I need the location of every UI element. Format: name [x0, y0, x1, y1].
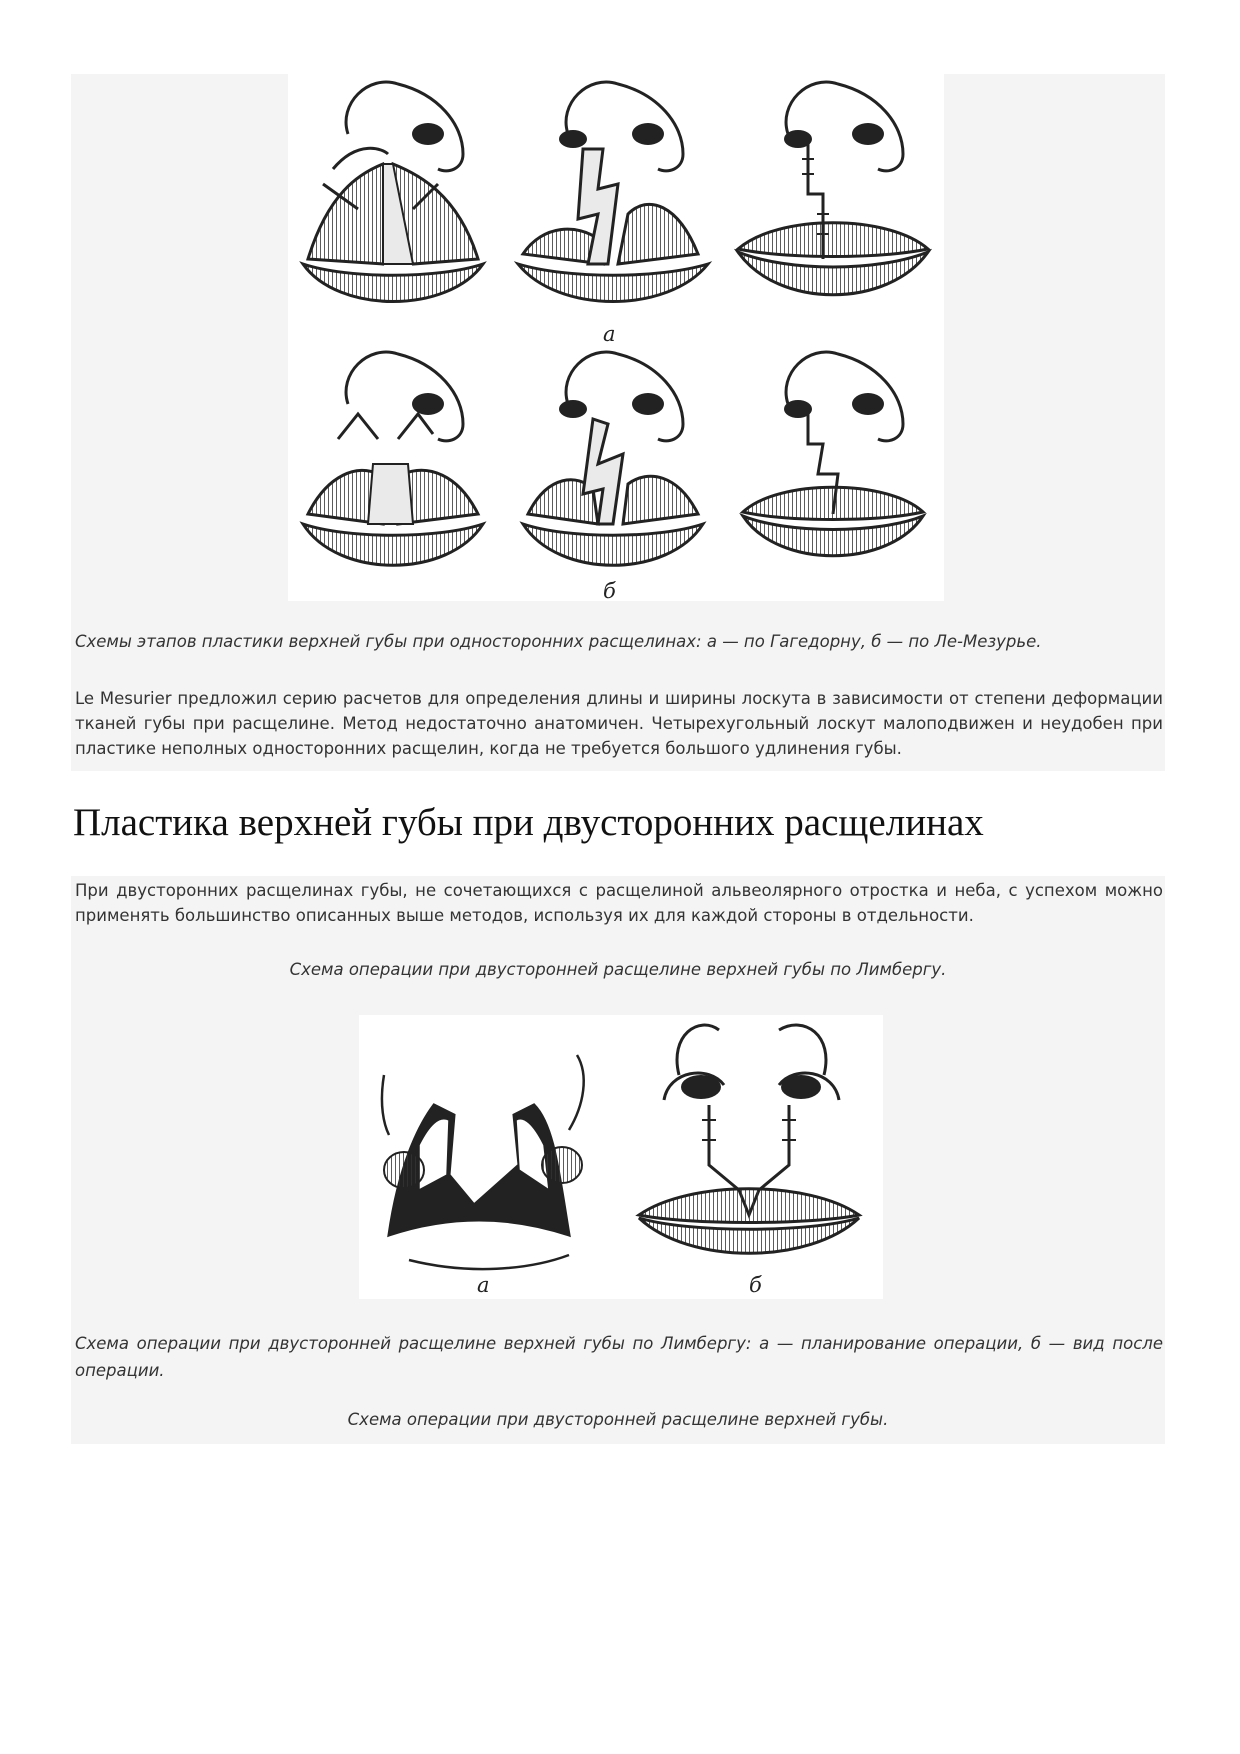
paragraph-le-mesurier: Le Mesurier предложил серию расчетов для определения длины и ширины лоскута в зависимости от степени деформации тканей губы при расщелине. Метод недостаточно анатомичен. Четырехугольный лоскут малоподвижен и неудобен при пластике неполных односторонних расщелин, когда не требуется большого удлинения губы. — [75, 689, 1163, 758]
figure-limberg-scheme — [359, 1015, 883, 1299]
paragraph-bilateral: При двусторонних расщелинах губы, не сочетающихся с расщелиной альвеолярного отростка и неба, с успехом можно применять большинство описанных выше методов, используя их для каждой стороны в отдельности. — [75, 881, 1163, 925]
figure1-caption: Схемы этапов пластики верхней губы при односторонних расщелинах: а — по Гагедорну, б — по Ле-Мезурье. — [75, 632, 1042, 651]
drawing-a3 — [738, 82, 928, 295]
figure-label-a: а — [603, 322, 616, 346]
figure2-title: Схема операции при двусторонней расщелине верхней губы по Лимбергу. — [289, 960, 947, 979]
figure-limberg-drawing — [359, 1015, 883, 1299]
figure-label-b: б — [603, 579, 616, 603]
drawing-b1 — [303, 352, 483, 565]
drawing-b3 — [743, 352, 923, 556]
drawing-a1 — [303, 82, 483, 301]
drawing-a2 — [518, 82, 708, 301]
figure-cleft-lip-stages — [288, 74, 944, 601]
drawing-limberg-b — [639, 1025, 859, 1253]
section-heading: Пластика верхней губы при двусторонних расщелинах — [73, 801, 984, 844]
figure2-caption: Схема операции при двусторонней расщелине верхней губы по Лимбергу: а — планирование операции, б — вид после операции. — [75, 1334, 1163, 1380]
drawing-limberg-a — [382, 1055, 584, 1269]
figure-cleft-lip-stages-drawing — [288, 74, 944, 601]
figure3-title: Схема операции при двусторонней расщелине верхней губы. — [347, 1410, 889, 1429]
drawing-b2 — [523, 352, 703, 565]
figure2-label-a: а — [477, 1273, 490, 1297]
figure2-label-b: б — [749, 1273, 762, 1297]
